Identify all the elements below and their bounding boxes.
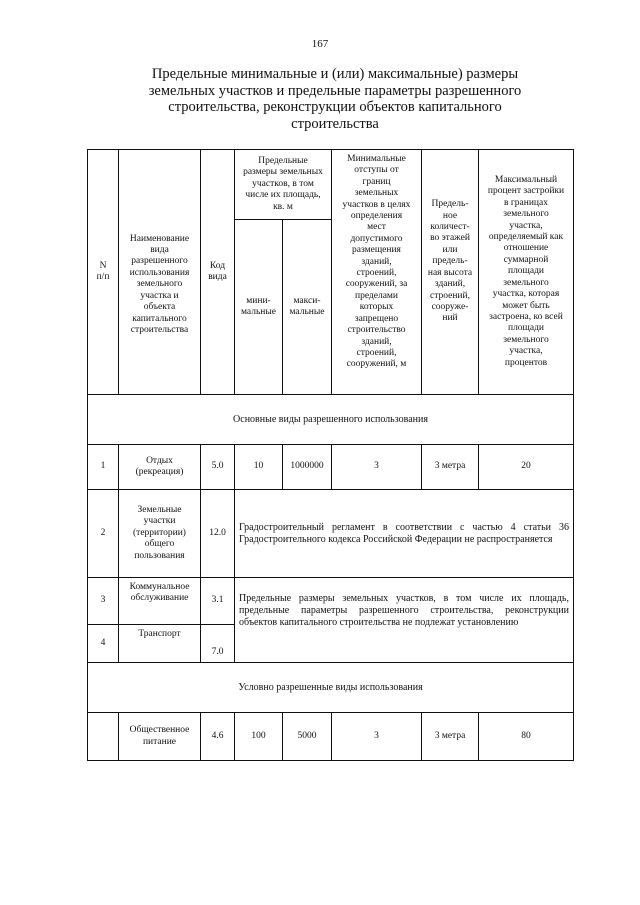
table-row	[88, 490, 574, 578]
cell-text-line: участка и	[140, 290, 179, 301]
row-floors: 3 метра	[422, 713, 479, 761]
header-floors	[422, 150, 479, 395]
cell-text-line: земельного	[503, 209, 549, 220]
row-name	[119, 490, 201, 578]
title-line: Предельные минимальные и (или) максимальные) размеры	[151, 66, 519, 82]
cell-text-line: допустимого	[350, 233, 403, 244]
cell-text-line: или	[442, 244, 458, 255]
cell-text-line: во этажей	[430, 233, 470, 244]
row-name	[119, 713, 201, 761]
cell-text-line: Отдых	[146, 455, 173, 466]
cell-text-line: Транспорт	[138, 629, 181, 639]
cell-text-line: Максимальный	[494, 175, 558, 186]
cell-text-line: земельного	[503, 334, 549, 345]
row-code: 3.1	[201, 578, 235, 625]
header-name	[119, 150, 201, 395]
cell-text-line: пользования	[134, 550, 185, 561]
cell-text-line: ная высота	[427, 267, 473, 278]
cell-text-line: участка,	[509, 220, 543, 231]
cell-text-line: объекта	[143, 302, 176, 313]
cell-text-line: определяемый как	[488, 232, 564, 243]
cell-text-line: суммарной	[503, 254, 549, 265]
cell-text-line: Код	[209, 260, 226, 271]
cell-text-line: общего	[144, 539, 175, 550]
cell-text-line: сооружений, за	[345, 279, 408, 290]
title-line: земельных участков и предельные параметры разрешенного	[148, 82, 522, 99]
cell-text-line: площади	[507, 266, 545, 277]
cell-text-line: площади	[507, 323, 545, 334]
cell-text-line: запрещено	[354, 313, 399, 324]
cell-text-line: капитального	[132, 313, 187, 324]
cell-text-line: пределами	[354, 290, 399, 301]
cell-text-line: участки	[143, 516, 176, 527]
row-code: 12.0	[201, 490, 235, 578]
cell-text-line: границ	[362, 176, 391, 187]
cell-text-line: Коммунальное	[129, 582, 190, 592]
cell-text-line: отступы от	[354, 165, 399, 176]
cell-text-line: предель-	[432, 256, 468, 267]
row-setback: 3	[332, 445, 422, 490]
cell-text-line: (рекреация)	[135, 467, 184, 477]
row-coverage: 80	[479, 713, 574, 761]
cell-text-line: Земельные	[137, 504, 182, 515]
row-num	[88, 713, 119, 761]
cell-text-line: процентов	[504, 357, 548, 368]
cell-text-line: участков в целях	[342, 199, 411, 210]
header-coverage	[479, 150, 574, 395]
row-num: 1	[88, 445, 119, 490]
cell-text-line: питание	[142, 736, 177, 747]
header-min	[235, 220, 283, 395]
row-name	[119, 625, 201, 663]
cell-text-line: разрешенного	[131, 256, 188, 267]
cell-text-line: Предель-	[431, 199, 469, 210]
cell-text-line: макси-	[293, 295, 321, 306]
row-code: 4.6	[201, 713, 235, 761]
row-min: 10	[235, 445, 283, 490]
page-number: 167	[311, 38, 329, 50]
cell-text-line: сооружений, м	[346, 359, 407, 370]
cell-text-line: определения	[350, 211, 403, 222]
cell-text-line: сооруже-	[431, 301, 469, 312]
cell-text-line: зданий,	[361, 256, 392, 267]
row-coverage: 20	[479, 445, 574, 490]
row-num: 4	[88, 625, 119, 663]
row-name	[119, 445, 201, 490]
cell-text-line: строений,	[430, 290, 470, 301]
cell-text-line: размещения	[352, 245, 401, 256]
cell-text-line: строений,	[356, 347, 397, 358]
header-setback	[332, 150, 422, 395]
section-conditional-uses: Условно разрешенные виды использования	[88, 663, 574, 713]
cell-text-line: Наименование	[129, 233, 190, 244]
cell-text-line: N	[99, 260, 107, 271]
row-code: 7.0	[201, 625, 235, 663]
cell-text-line: п/п	[96, 272, 110, 282]
cell-text-line: (территории)	[133, 527, 186, 538]
cell-text-line: строительство	[347, 325, 406, 336]
cell-text-line: застроена, ко всей	[489, 311, 563, 322]
title-line: строительства, реконструкции объектов капитального	[168, 99, 502, 115]
cell-text-line: размеры земельных	[243, 167, 323, 178]
cell-text-line: строений,	[356, 268, 397, 279]
table-row	[88, 713, 574, 761]
table-row	[88, 445, 574, 490]
cell-text-line: Общественное	[129, 725, 190, 736]
cell-text-line: земельных	[354, 188, 399, 199]
document-title	[130, 66, 540, 132]
row-regulation-note: Предельные размеры земельных участков, в том числе их площадь, предельные параметры разрешенного строительства, реконструкции объектов капитального строительства не подлежат установлению	[235, 578, 574, 663]
cell-text-line: может быть	[502, 300, 550, 311]
cell-text-line: мини-	[246, 295, 271, 306]
row-num: 2	[88, 490, 119, 578]
title-line: строительства	[291, 115, 379, 132]
header-code	[201, 150, 235, 395]
cell-text-line: Предельные	[258, 155, 308, 166]
cell-text-line: земельного	[503, 277, 549, 288]
zoning-parameters-table	[87, 149, 574, 761]
header-max	[283, 220, 332, 395]
table-row	[88, 578, 574, 625]
cell-text-line: зданий,	[434, 279, 466, 290]
row-name	[119, 578, 201, 625]
cell-text-line: участка, которая	[492, 289, 560, 300]
row-min: 100	[235, 713, 283, 761]
cell-text-line: отношение	[503, 243, 549, 254]
cell-text-line: использования	[129, 267, 190, 278]
cell-text-line: ное	[442, 210, 458, 221]
cell-text-line: обслуживание	[130, 593, 189, 604]
cell-text-line: в границах	[504, 197, 548, 208]
cell-text-line: которых	[359, 302, 394, 313]
row-num: 3	[88, 578, 119, 625]
row-setback: 3	[332, 713, 422, 761]
cell-text-line: Минимальные	[347, 154, 406, 164]
row-regulation-note: Градостроительный регламент в соответствии с частью 4 статьи 36 Градостроительного кодекса Российской Федерации не распространяется	[235, 490, 574, 578]
cell-text-line: мест	[367, 222, 386, 233]
cell-text-line: участков, в том	[252, 178, 314, 189]
row-code: 5.0	[201, 445, 235, 490]
cell-text-line: зданий,	[361, 336, 392, 347]
header-plot-sizes	[235, 150, 332, 220]
cell-text-line: участка,	[509, 346, 543, 357]
cell-text-line: мальные	[289, 307, 325, 317]
header-num	[88, 150, 119, 395]
cell-text-line: ний	[442, 313, 458, 324]
cell-text-line: процент застройки	[487, 186, 565, 197]
cell-text-line: кв. м	[273, 201, 293, 212]
cell-text-line: числе их площадь,	[245, 190, 321, 201]
cell-text-line: количест-	[430, 222, 470, 233]
cell-text-line: строительства	[130, 324, 189, 335]
row-floors: 3 метра	[422, 445, 479, 490]
cell-text-line: земельного	[136, 279, 183, 290]
cell-text-line: вида	[150, 245, 169, 256]
row-max: 5000	[283, 713, 332, 761]
cell-text-line: вида	[208, 272, 227, 282]
section-main-uses: Основные виды разрешенного использования	[88, 395, 574, 445]
row-max: 1000000	[283, 445, 332, 490]
cell-text-line: мальные	[240, 307, 276, 317]
